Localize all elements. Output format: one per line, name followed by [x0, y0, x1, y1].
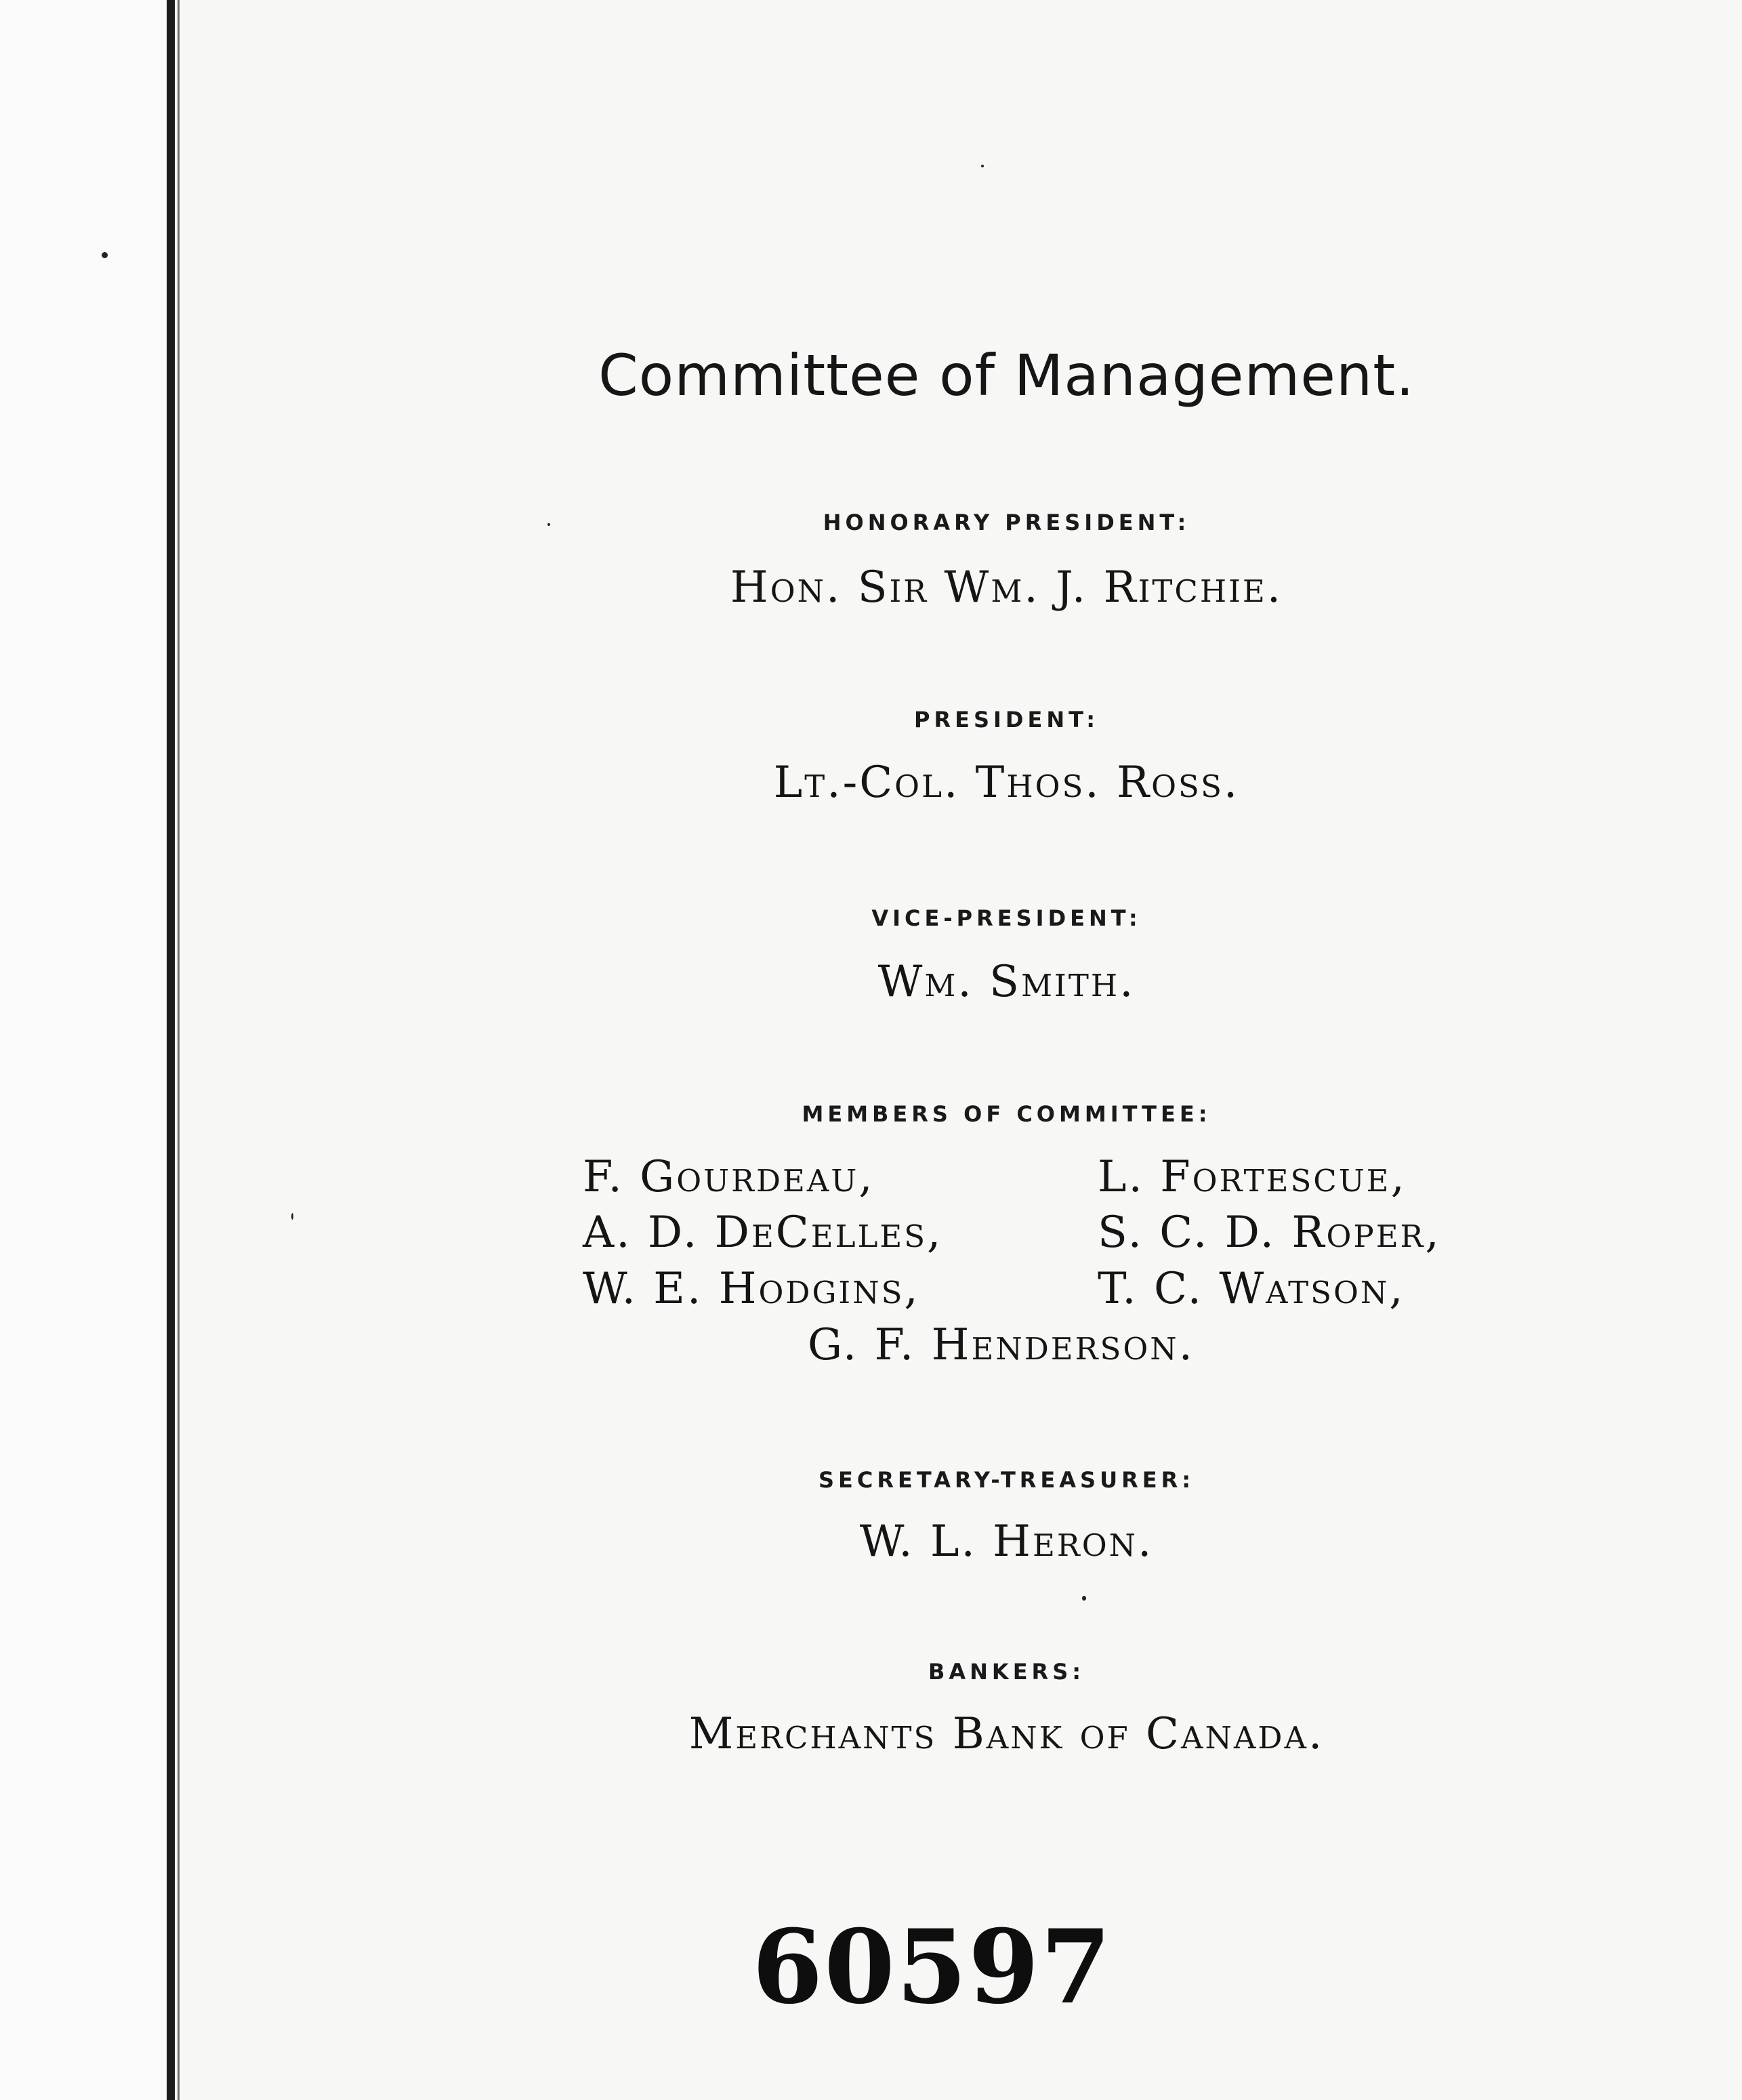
paper-speck	[981, 165, 984, 167]
member-right-3: T. C. Watson,	[1098, 1264, 1405, 1314]
member-left-1: F. Gourdeau,	[583, 1152, 875, 1202]
binding-edge-line	[167, 0, 175, 2100]
member-right-1: L. Fortescue,	[1098, 1152, 1407, 1202]
president-name: Lt.-Col. Thos. Ross.	[773, 758, 1240, 808]
president-label: PRESIDENT:	[914, 707, 1099, 733]
binding-edge-shadow	[178, 0, 180, 2100]
honorary-president-label: HONORARY PRESIDENT:	[823, 510, 1190, 535]
vice-president-label: VICE-PRESIDENT:	[871, 905, 1142, 931]
secretary-treasurer-label: SECRETARY-TREASURER:	[818, 1467, 1195, 1493]
page-title: Committee of Management.	[598, 342, 1415, 409]
bankers-name: Merchants Bank of Canada.	[688, 1709, 1325, 1759]
members-label: MEMBERS OF COMMITTEE:	[802, 1101, 1211, 1127]
accession-number-stamp: 60597	[752, 1908, 1113, 2027]
member-left-2: A. D. DeCelles,	[583, 1208, 943, 1258]
vice-president-name: Wm. Smith.	[877, 957, 1136, 1007]
paper-speck	[1082, 1596, 1086, 1601]
member-last: G. F. Henderson.	[808, 1320, 1195, 1370]
member-right-2: S. C. D. Roper,	[1098, 1208, 1441, 1258]
binding-margin	[0, 0, 182, 2100]
bankers-label: BANKERS:	[928, 1659, 1085, 1685]
paper-speck	[102, 252, 108, 258]
member-left-3: W. E. Hodgins,	[583, 1264, 920, 1314]
secretary-treasurer-name: W. L. Heron.	[859, 1517, 1154, 1567]
honorary-president-name: Hon. Sir Wm. J. Ritchie.	[730, 562, 1283, 613]
paper-speck	[291, 1213, 293, 1220]
